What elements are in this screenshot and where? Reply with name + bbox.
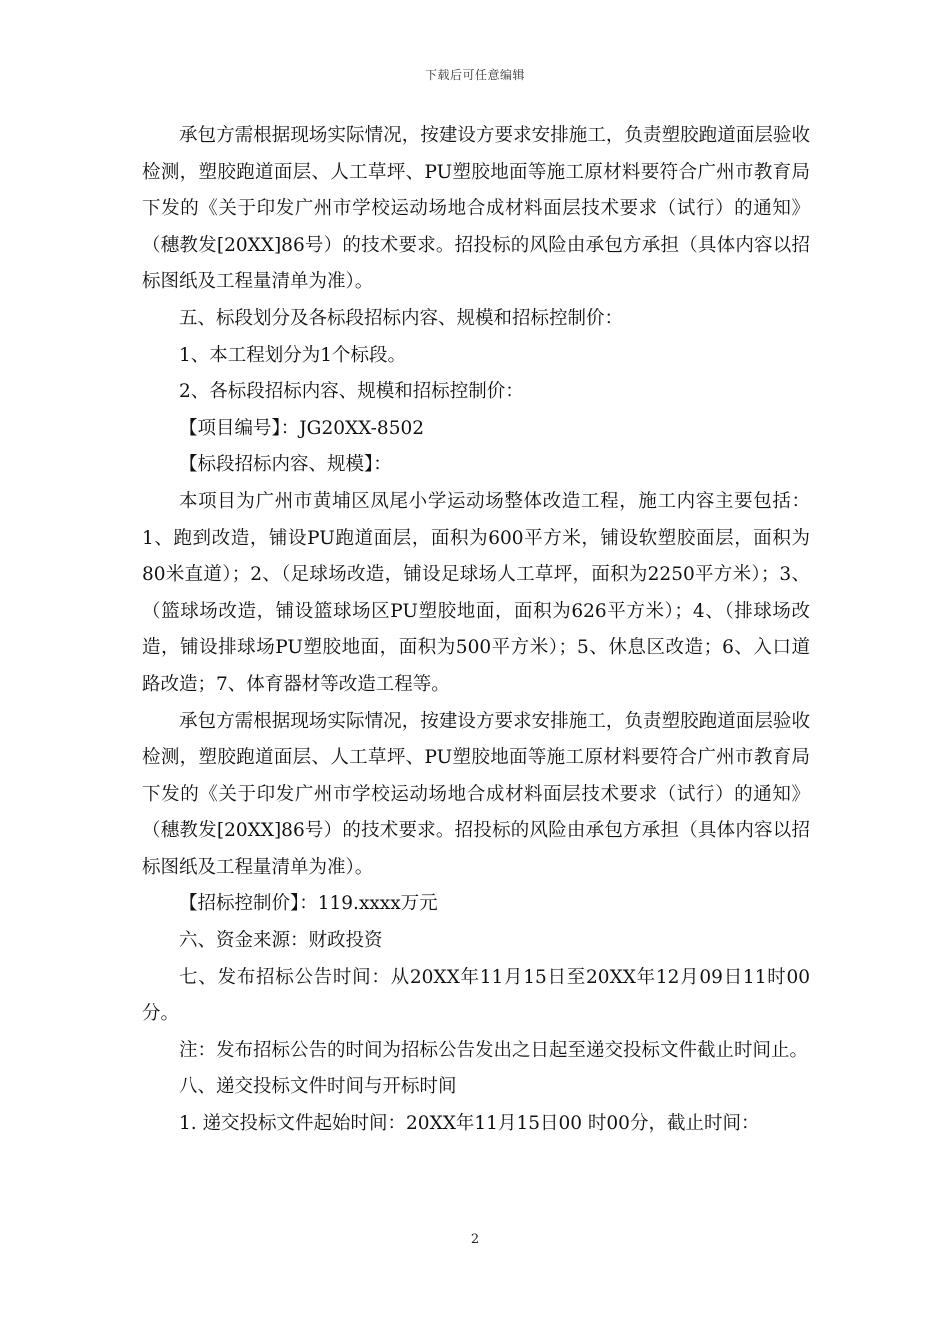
paragraph-section-contents: 2、各标段招标内容、规模和招标控制价：: [179, 381, 524, 403]
paragraph-project-number: 【项目编号】：JG20XX-8502: [179, 417, 424, 439]
section-heading-6: 六、资金来源：财政投资: [179, 930, 383, 952]
paragraph-submission-time: 1. 递交投标文件起始时间：20XX年11月15日00 时00分，截止时间：: [179, 1113, 760, 1135]
document-body: [142, 118, 810, 1143]
section-heading-7: 七、发布招标公告时间：从20XX年11月15日至20XX年12月09日11时00分。: [142, 966, 810, 1025]
page-header: 下载后可任意编辑: [424, 68, 525, 82]
paragraph-section-count: 1、本工程划分为1个标段。: [179, 344, 407, 366]
paragraph-project-scope: 本项目为广州市黄埔区凤尾小学运动场整体改造工程，施工内容主要包括：1、跑到改造，铺设PU跑道面层，面积为600平方米，铺设软塑胶面层，面积为80米直道）；2、（足球场改造，铺设足球场人工草坪，面积为2250平方米）；3、（篮球场改造，铺设篮球场区PU塑胶地面，面积为626平方米）；4、（排球场改造，铺设排球场PU塑胶地面，面积为500平方米）；5、休息区改造；6、入口道路改造；7、体育器材等改造工程等。: [142, 490, 810, 695]
paragraph-note: 注：发布招标公告的时间为招标公告发出之日起至递交投标文件截止时间止。: [179, 1039, 809, 1061]
section-heading-5: 五、标段划分及各标段招标内容、规模和招标控制价：: [179, 307, 624, 329]
page-number: 2: [470, 1232, 480, 1247]
section-heading-8: 八、递交投标文件时间与开标时间: [179, 1076, 457, 1098]
paragraph-contractor-requirements: 承包方需根据现场实际情况，按建设方要求安排施工，负责塑胶跑道面层验收检测，塑胶跑道面层、人工草坪、PU塑胶地面等施工原材料要符合广州市教育局下发的《关于印发广州市学校运动场地合成材料面层技术要求（试行）的通知》（穗教发[20XX]86号）的技术要求。招投标的风险由承包方承担（具体内容以招标图纸及工程量清单为准）。: [142, 125, 810, 293]
paragraph-contractor-requirements-repeat: 承包方需根据现场实际情况，按建设方要求安排施工，负责塑胶跑道面层验收检测，塑胶跑道面层、人工草坪、PU塑胶地面等施工原材料要符合广州市教育局下发的《关于印发广州市学校运动场地合成材料面层技术要求（试行）的通知》（穗教发[20XX]86号）的技术要求。招投标的风险由承包方承担（具体内容以招标图纸及工程量清单为准）。: [142, 710, 810, 878]
paragraph-control-price: 【招标控制价】：119.xxxx万元: [179, 893, 438, 915]
paragraph-scope-heading: 【标段招标内容、规模】：: [179, 454, 392, 476]
